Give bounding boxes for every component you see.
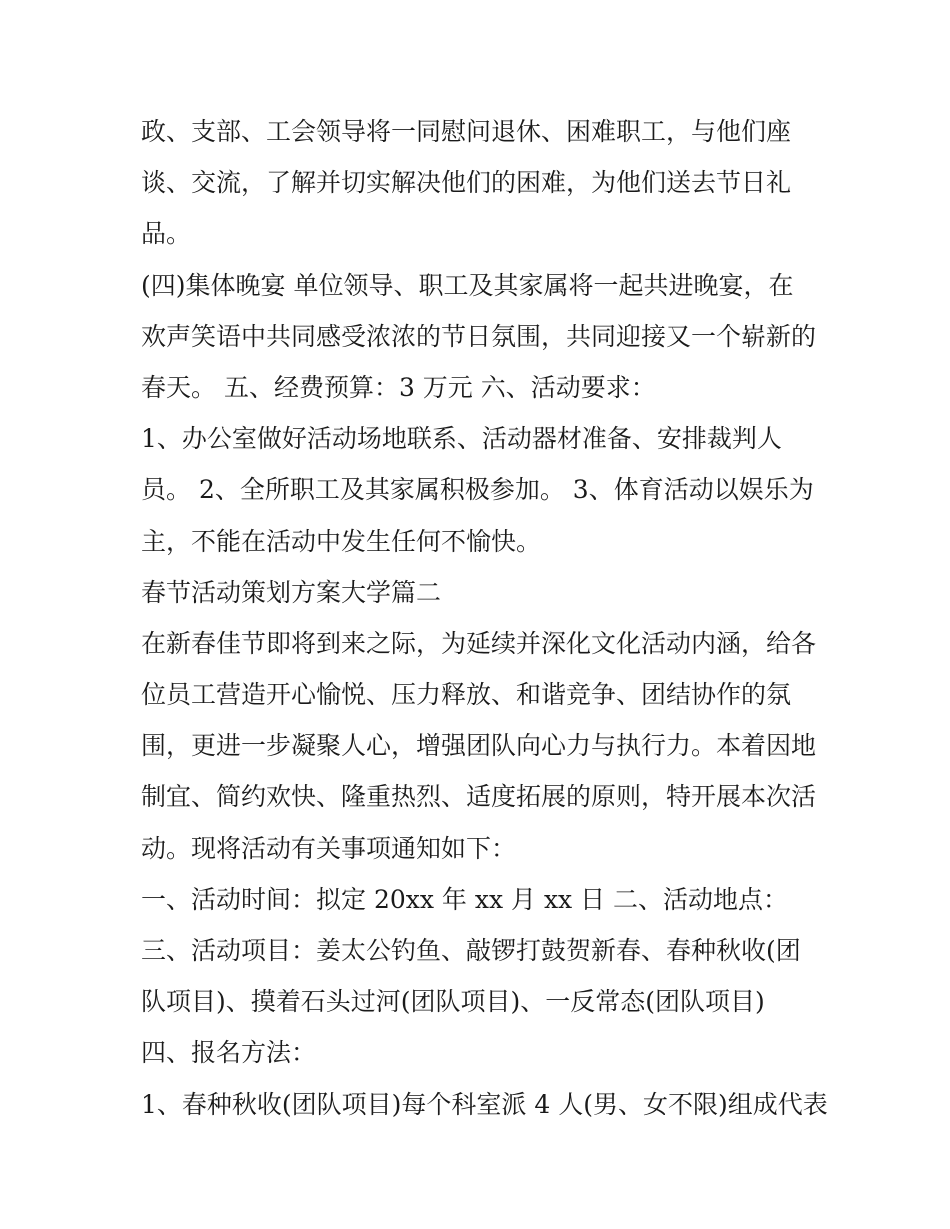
text-line: 四、报名方法： <box>141 1038 317 1068</box>
section-heading: 春节活动策划方案大学篇二 <box>141 577 442 607</box>
document-body <box>141 106 831 1130</box>
text-line: 1、春种秋收(团队项目)每个科室派 4 人(男、女不限)组成代表 <box>141 1089 828 1119</box>
text-line: 一、活动时间：拟定 20xx 年 xx 月 xx 日 二、活动地点： <box>141 884 789 914</box>
text-line: 政、支部、工会领导将一同慰问退休、困难职工，与他们座 <box>141 117 792 146</box>
text-line: 制宜、简约欢快、隆重热烈、适度拓展的原则，特开展本次活 <box>141 782 817 812</box>
text-line: 位员工营造开心愉悦、压力释放、和谐竞争、团结协作的氛 <box>141 680 792 710</box>
text-line: 围，更进一步凝聚人心，增强团队向心力与执行力。本着因地 <box>141 731 817 761</box>
text-line: 欢声笑语中共同感受浓浓的节日氛围，共同迎接又一个崭新的 <box>141 321 817 351</box>
text-line: 在新春佳节即将到来之际，为延续并深化文化活动内涵，给各 <box>141 628 817 658</box>
text-line: 品。 <box>141 219 192 249</box>
text-line: (四)集体晚宴 单位领导、职工及其家属将一起共进晚宴，在 <box>141 270 794 300</box>
text-line: 主，不能在活动中发生任何不愉快。 <box>141 526 542 556</box>
text-line: 春天。 五、经费预算：3 万元 六、活动要求： <box>141 372 656 402</box>
text-line: 员。 2、全所职工及其家属积极参加。 3、体育活动以娱乐为 <box>141 475 814 505</box>
text-line: 1、办公室做好活动场地联系、活动器材准备、安排裁判人 <box>141 424 782 454</box>
text-line: 队项目)、摸着石头过河(团队项目)、一反常态(团队项目) <box>141 987 765 1017</box>
text-line: 谈、交流，了解并切实解决他们的困难，为他们送去节日礼 <box>141 168 792 198</box>
text-line: 动。现将活动有关事项通知如下： <box>141 833 517 863</box>
text-line: 三、活动项目：姜太公钓鱼、敲锣打鼓贺新春、春种秋收(团 <box>141 936 801 965</box>
